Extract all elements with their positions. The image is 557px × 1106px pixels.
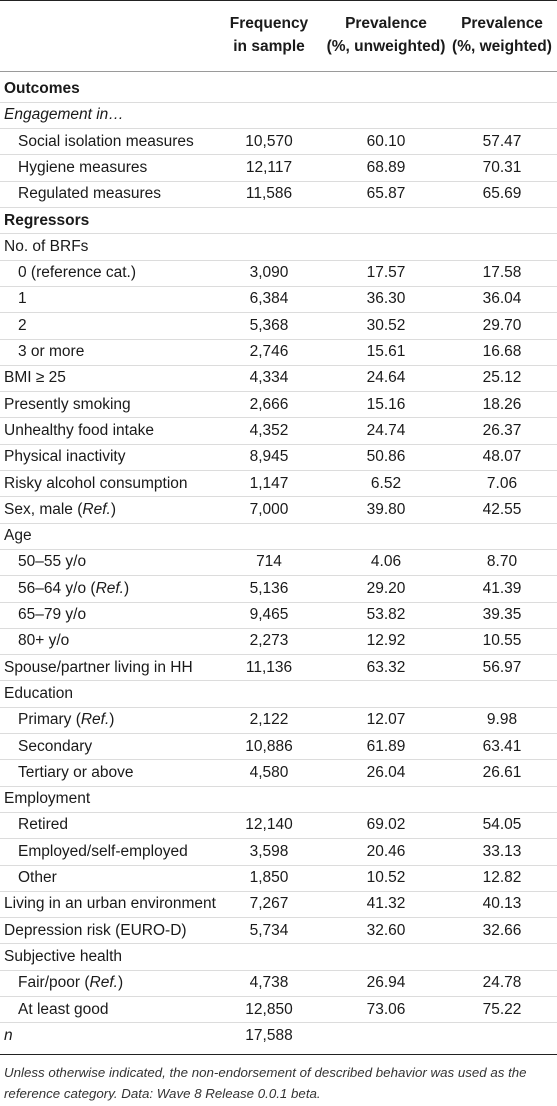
unweighted-cell: 20.46 [366, 842, 406, 860]
row-label [18, 339, 84, 365]
weighted-cell: 26.37 [482, 421, 522, 439]
header-rule [0, 71, 557, 72]
row-label [4, 471, 188, 497]
weighted-cell: 9.98 [486, 711, 518, 729]
weighted-cell: 48.07 [482, 448, 522, 466]
frequency-cell: 4,334 [249, 369, 289, 387]
frequency-cell: 3,090 [249, 264, 289, 282]
row-label [4, 102, 124, 128]
table-row [0, 286, 557, 312]
row-label [18, 313, 27, 339]
unweighted-cell: 29.20 [366, 579, 406, 597]
weighted-cell: 40.13 [482, 895, 522, 913]
weighted-cell: 32.66 [482, 921, 522, 939]
unweighted-cell: 24.64 [366, 369, 406, 387]
row-label-text: No. of BRFs [4, 237, 89, 255]
row-label-text: Outcomes [4, 80, 80, 97]
reference-marker: Ref. [80, 711, 110, 729]
weighted-cell: 12.82 [482, 869, 522, 886]
frequency-cell: 11,136 [245, 658, 293, 676]
frequency-cell: 7,267 [249, 895, 289, 913]
row-label-text: Primary ( [18, 711, 81, 729]
unweighted-cell: 39.80 [366, 500, 406, 518]
table-row [0, 997, 557, 1023]
row-label [18, 181, 161, 207]
table-row [0, 1023, 557, 1049]
row-label-text: Employment [4, 790, 91, 808]
weighted-cell: 42.55 [482, 500, 522, 518]
weighted-cell: 56.97 [482, 658, 522, 676]
row-label-text: 65–79 y/o [18, 606, 87, 623]
row-label-tail: ) [110, 500, 116, 518]
row-label-text: BMI ≥ 25 [4, 369, 66, 387]
row-label [18, 970, 123, 996]
row-label-text: Unhealthy food intake [4, 421, 154, 439]
footnote-line: Unless otherwise indicated, the non-endorsement of described behavior was used as the [4, 1065, 527, 1080]
unweighted-cell: 32.60 [366, 921, 406, 939]
unweighted-cell: 12.07 [366, 711, 406, 729]
row-label [18, 286, 27, 312]
unweighted-cell: 60.10 [366, 132, 406, 150]
column-header-weighted [448, 12, 556, 58]
table-row [0, 208, 557, 234]
reference-marker: Ref. [82, 500, 111, 518]
row-label-text: Education [4, 684, 73, 702]
row-label-text: Engagement in… [4, 106, 124, 124]
column-header-unweighted [322, 12, 450, 58]
frequency-cell: 9,465 [249, 606, 289, 623]
bottom-rule [0, 1054, 557, 1055]
table-row [0, 655, 557, 681]
frequency-cell: 8,945 [249, 448, 289, 466]
weighted-cell: 26.61 [482, 763, 522, 781]
weighted-cell: 7.06 [486, 474, 518, 492]
row-label [4, 76, 80, 102]
weighted-cell: 25.12 [482, 369, 522, 387]
weighted-cell: 65.69 [482, 185, 522, 203]
table-row [0, 681, 557, 707]
row-label-text: Other [18, 869, 57, 886]
frequency-cell: 714 [256, 553, 282, 571]
table-row [0, 260, 557, 286]
frequency-cell: 5,136 [249, 579, 289, 597]
row-label [4, 891, 216, 917]
frequency-cell: 6,384 [249, 290, 289, 308]
unweighted-cell: 4.06 [370, 553, 402, 571]
row-label-text: Risky alcohol consumption [4, 474, 188, 492]
row-label-text: 0 (reference cat.) [18, 264, 137, 282]
row-label-text: At least good [18, 1000, 109, 1018]
unweighted-cell: 6.52 [370, 474, 402, 492]
table-row [0, 602, 557, 628]
row-label [4, 681, 73, 707]
row-label [4, 944, 122, 970]
table-row [0, 313, 557, 339]
row-label [18, 576, 129, 602]
unweighted-cell: 63.32 [366, 658, 406, 676]
frequency-cell: 5,734 [249, 921, 289, 939]
weighted-cell: 33.13 [482, 842, 522, 860]
row-label-text: Physical inactivity [4, 448, 126, 466]
row-label [4, 365, 66, 391]
table-row [0, 365, 557, 391]
row-label-text: Presently smoking [4, 395, 131, 413]
row-label-text: Depression risk (EURO-D) [4, 921, 187, 939]
unweighted-cell: 36.30 [366, 290, 406, 308]
frequency-cell: 4,352 [249, 421, 289, 439]
row-label-tail: ) [124, 579, 130, 597]
weighted-cell: 75.22 [482, 1000, 522, 1018]
table-row [0, 129, 557, 155]
row-label-text: Spouse/partner living in HH [4, 658, 193, 676]
row-label-text: 80+ y/o [18, 632, 70, 650]
table-row [0, 392, 557, 418]
weighted-cell: 18.26 [482, 395, 522, 413]
weighted-cell: 17.58 [482, 264, 522, 282]
row-label-text: 2 [18, 316, 27, 334]
row-label [4, 1023, 13, 1049]
row-label [18, 628, 69, 654]
unweighted-cell: 50.86 [366, 448, 406, 466]
frequency-cell: 10,570 [245, 132, 293, 150]
row-label-text: Age [4, 527, 32, 545]
frequency-cell: 2,273 [249, 632, 289, 650]
row-label [18, 997, 108, 1023]
row-label [18, 155, 147, 181]
frequency-cell: 1,850 [249, 869, 289, 886]
row-label [4, 655, 193, 681]
unweighted-cell: 69.02 [366, 816, 406, 834]
row-label-tail: ) [117, 974, 124, 992]
row-label-text: Social isolation measures [18, 132, 194, 150]
table-row [0, 471, 557, 497]
table-row [0, 549, 557, 575]
row-label-text: n [4, 1026, 13, 1044]
table-row [0, 234, 557, 260]
table-row [0, 839, 557, 865]
row-label [18, 602, 86, 628]
frequency-cell: 1,147 [249, 474, 289, 492]
unweighted-cell: 17.57 [366, 264, 406, 282]
row-label-text: 50–55 y/o [18, 553, 87, 571]
column-header-frequency-text: Frequency in sample [229, 15, 309, 55]
table-row [0, 76, 557, 102]
unweighted-cell: 12.92 [366, 632, 406, 650]
weighted-cell: 39.35 [482, 606, 522, 623]
unweighted-cell: 68.89 [366, 158, 406, 176]
table-row [0, 523, 557, 549]
footnote-line: reference category. Data: Wave 8 Release 0.0.1 beta. [4, 1086, 321, 1101]
row-label [4, 418, 154, 444]
unweighted-cell: 73.06 [366, 1000, 406, 1018]
table-header [0, 0, 557, 70]
table-row [0, 497, 557, 523]
unweighted-cell: 15.61 [366, 343, 406, 360]
weighted-cell: 41.39 [482, 579, 522, 597]
row-label [18, 812, 68, 838]
row-label-text: Retired [18, 816, 68, 834]
row-label [4, 444, 125, 470]
row-label-text: Hygiene measures [18, 158, 148, 176]
table-row [0, 339, 557, 365]
row-label [18, 865, 57, 891]
row-label [18, 734, 92, 760]
unweighted-cell: 26.94 [366, 974, 406, 992]
weighted-cell: 24.78 [482, 974, 522, 992]
weighted-cell: 16.68 [482, 343, 522, 360]
weighted-cell: 29.70 [482, 316, 522, 334]
row-label-text: Secondary [18, 737, 93, 755]
row-label-tail: ) [109, 711, 115, 729]
table-footnote [4, 1062, 553, 1104]
frequency-cell: 4,580 [249, 763, 289, 781]
row-label-text: 56–64 y/o ( [18, 579, 96, 597]
weighted-cell: 54.05 [482, 816, 522, 834]
row-label [4, 234, 88, 260]
row-label [18, 839, 188, 865]
weighted-cell: 57.47 [482, 132, 522, 150]
unweighted-cell: 61.89 [366, 737, 406, 755]
row-label [4, 497, 116, 523]
frequency-cell: 2,666 [249, 395, 289, 413]
unweighted-cell: 15.16 [366, 395, 406, 413]
unweighted-cell: 65.87 [366, 185, 406, 203]
row-label-text: 1 [18, 290, 27, 308]
frequency-cell: 7,000 [249, 500, 289, 518]
table-row [0, 734, 557, 760]
unweighted-cell: 26.04 [366, 763, 406, 781]
table-row [0, 812, 557, 838]
table-row [0, 707, 557, 733]
frequency-cell: 12,140 [245, 816, 293, 834]
row-label [4, 392, 131, 418]
frequency-cell: 2,122 [249, 711, 289, 729]
table-row [0, 418, 557, 444]
table-row [0, 865, 557, 891]
row-label-text: 3 or more [18, 343, 85, 360]
unweighted-cell: 30.52 [366, 316, 406, 334]
row-label-text: Fair/poor ( [18, 974, 90, 992]
weighted-cell: 10.55 [482, 632, 522, 650]
table-row [0, 891, 557, 917]
row-label [4, 523, 32, 549]
table-row [0, 444, 557, 470]
row-label-text: Subjective health [4, 947, 123, 965]
column-header-frequency [214, 12, 324, 58]
weighted-cell: 8.70 [486, 553, 518, 571]
unweighted-cell: 53.82 [366, 606, 406, 623]
frequency-cell: 5,368 [249, 316, 289, 334]
row-label-text: Regulated measures [18, 185, 162, 203]
row-label-text: Sex, male ( [4, 500, 83, 518]
column-header-unweighted-text: Prevalence (%, unweighted) [326, 15, 446, 55]
frequency-cell: 10,886 [245, 737, 293, 755]
row-label [18, 129, 194, 155]
row-label [4, 208, 89, 234]
table-row [0, 181, 557, 207]
frequency-cell: 12,117 [245, 158, 293, 176]
reference-marker: Ref. [95, 579, 124, 597]
row-label-text: Employed/self-employed [18, 842, 188, 860]
unweighted-cell: 24.74 [366, 421, 406, 439]
table-row [0, 760, 557, 786]
frequency-cell: 2,746 [249, 343, 289, 360]
row-label-text: Living in an urban environment [4, 895, 216, 913]
frequency-cell: 17,588 [245, 1026, 293, 1044]
unweighted-cell: 41.32 [366, 895, 406, 913]
table-row [0, 102, 557, 128]
column-header-weighted-text: Prevalence (%, weighted) [452, 15, 552, 55]
weighted-cell: 70.31 [482, 158, 522, 176]
table-row [0, 786, 557, 812]
frequency-cell: 3,598 [249, 842, 289, 860]
row-label-text: Tertiary or above [18, 763, 134, 781]
row-label [4, 918, 187, 944]
table-row [0, 628, 557, 654]
row-label-text: Regressors [4, 211, 90, 229]
table-row [0, 944, 557, 970]
frequency-cell: 12,850 [245, 1000, 293, 1018]
weighted-cell: 63.41 [482, 737, 522, 755]
unweighted-cell: 10.52 [366, 869, 406, 886]
row-label [18, 760, 133, 786]
table-row [0, 970, 557, 996]
table-row [0, 918, 557, 944]
reference-marker: Ref. [89, 974, 118, 992]
row-label [4, 786, 90, 812]
weighted-cell: 36.04 [482, 290, 522, 308]
row-label [18, 260, 136, 286]
row-label [18, 707, 114, 733]
table-row [0, 576, 557, 602]
frequency-cell: 4,738 [249, 974, 289, 992]
frequency-cell: 11,586 [245, 185, 293, 203]
table-row [0, 155, 557, 181]
row-label [18, 549, 86, 575]
